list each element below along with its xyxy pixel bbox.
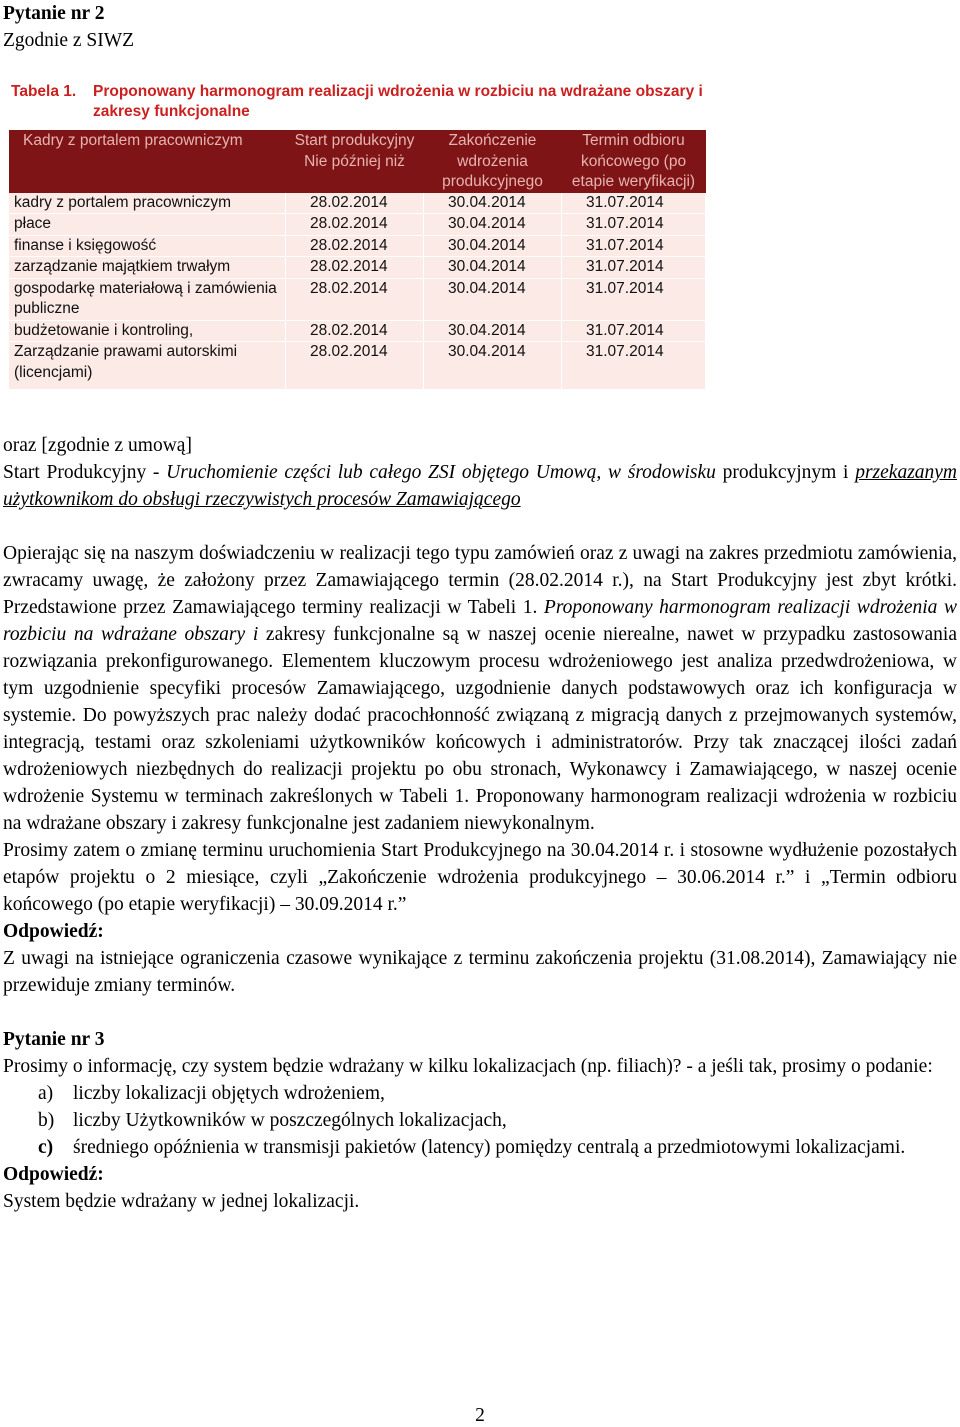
cell-start: 28.02.2014 [286,214,424,236]
table-caption-text: Proponowany harmonogram realizacji wdrożenia w rozbiciu na wdrażane obszary i zakresy funkcjonalne [93,83,703,120]
contract-definition [3,459,957,513]
list-item [3,1107,957,1134]
cell-acceptance: 31.07.2014 [562,257,706,279]
cell-end: 30.04.2014 [424,235,562,257]
page-number: 2 [475,1405,485,1426]
cell-acceptance: 31.07.2014 [562,320,706,342]
cell-area: budżetowanie i kontroling, [9,320,286,342]
table-row [9,235,706,257]
question-text: Zgodnie z SIWZ [3,30,135,51]
cell-start: 28.02.2014 [286,235,424,257]
document-body [3,432,957,1215]
cell-acceptance: 31.07.2014 [562,193,706,214]
paragraph-part-b: Przedstawione przez Zamawiającego terminy realizacji w Tabeli 1. [3,597,544,618]
definition-plain: produkcyjnym i [722,462,856,483]
request-paragraph: Prosimy zatem o zmianę terminu uruchomienia Start Produkcyjnego na 30.04.2014 r. i stosowne wydłużenie pozostałych etapów projektu o 2 miesiące, czyli „Zakończenie wdrożenia produkcyjnego – 30.06.2014 r.” i „Termin odbioru końcowego (po etapie weryfikacji) – 30.09.2014 r.” [3,840,957,915]
header-end: Zakończenie wdrożenia produkcyjnego [424,130,562,193]
argument-paragraph [3,540,957,837]
paragraph-part-a: Opierając się na naszym doświadczeniu w realizacji tego typu zamówień oraz z uwagi na zakres przedmiotu zamówienia, zwracamy uwagę, że założony przez Zamawiającego termin (28.02.2014 r.), na Start Produkcyjny jest zbyt krótki. [3,543,957,591]
header-start: Start produkcyjny Nie później niż [286,130,424,193]
cell-acceptance: 31.07.2014 [562,278,706,320]
table-row [9,278,706,320]
schedule-table-figure [9,82,709,390]
paragraph-italic: Proponowany harmonogram realizacji wdrożenia w rozbiciu na wdrażane obszary i [3,597,957,645]
cell-end: 30.04.2014 [424,193,562,214]
cell-area: płace [9,214,286,236]
question3-list [3,1080,957,1161]
table-row [9,257,706,279]
list-item-label: c) [38,1137,54,1158]
spacer [3,999,957,1026]
contract-intro: oraz [zgodnie z umową] [3,435,192,456]
header-acceptance: Termin odbioru końcowego (po etapie weryfikacji) [562,130,706,193]
answer-text: Z uwagi na istniejące ograniczenia czasowe wynikające z terminu zakończenia projektu (31.08.2014), Zamawiający nie przewiduje zmiany terminów. [3,948,957,996]
cell-start: 28.02.2014 [286,257,424,279]
cell-end: 30.04.2014 [424,257,562,279]
list-item-label: a) [38,1083,54,1104]
list-item [3,1134,957,1161]
question3-title: Pytanie nr 3 [3,1029,105,1050]
cell-area: gospodarkę materiałową i zamówienia publiczne [9,278,286,320]
cell-acceptance: 31.07.2014 [562,235,706,257]
cell-end: 30.04.2014 [424,320,562,342]
question-title: Pytanie nr 2 [3,3,105,24]
list-item-text: średniego opóźnienia w transmisji pakietów (latency) pomiędzy centralą a przedmiotowymi lokalizacjami. [73,1137,906,1158]
schedule-table [9,130,706,390]
table-row [9,342,706,390]
list-item-text: liczby lokalizacji objętych wdrożeniem, [73,1083,385,1104]
definition-underlined: przekazanym użytkownikom do obsługi rzeczywistych procesów Zamawiającego [3,462,958,510]
list-item-text: liczby Użytkowników w poszczególnych lokalizacjach, [73,1110,507,1131]
cell-area: kadry z portalem pracowniczym [9,193,286,214]
table-caption [9,82,709,122]
answer-label: Odpowiedź: [3,921,104,942]
answer3-text: System będzie wdrażany w jednej lokalizacji. [3,1191,360,1212]
cell-start: 28.02.2014 [286,278,424,320]
cell-start: 28.02.2014 [286,193,424,214]
list-item [3,1080,957,1107]
header-area: Kadry z portalem pracowniczym [9,130,286,193]
cell-end: 30.04.2014 [424,342,562,390]
table-header-row [9,130,706,193]
spacer [3,513,957,540]
table-row [9,193,706,214]
cell-end: 30.04.2014 [424,278,562,320]
cell-area: Zarządzanie prawami autorskimi (licencjami) [9,342,286,390]
table-row [9,320,706,342]
cell-area: zarządzanie majątkiem trwałym [9,257,286,279]
paragraph-part-c: zakresy funkcjonalne są w naszej ocenie nierealne, nawet w przypadku zastosowania rozwiązania prekonfigurowanego. Elementem kluczowym procesu wdrożeniowego jest analiza przedwdrożeniowa, w tym uzgodnienie specyfiki procesów Zamawiającego, uzgodnienie danych podstawowych oraz ich konfiguracja w systemie. Do powyższych prac należy dodać pracochłonność związaną z migracją danych z przejmowanych systemów, integracją, testami oraz szkoleniami użytkowników końcowych i administratorów. Przy tak znaczącej ilości zadań wdrożeniowych niezbędnych do realizacji projektu po obu stronach, Wykonawcy i Zamawiającego, w naszej ocenie wdrożenie Systemu w terminach zakreślonych w Tabeli 1. Proponowany harmonogram realizacji wdrożenia w rozbiciu na wdrażane obszary i zakresy funkcjonalne jest zadaniem niewykonalnym. [3,624,958,834]
cell-acceptance: 31.07.2014 [562,214,706,236]
document-page [3,0,957,54]
definition-italic: Uruchomienie części lub całego ZSI objętego Umową, w środowisku [166,462,716,483]
answer3-label: Odpowiedź: [3,1164,104,1185]
question3-text: Prosimy o informację, czy system będzie wdrażany w kilku lokalizacjach (np. filiach)? - a jeśli tak, prosimy o podanie: [3,1056,933,1077]
cell-area: finanse i księgowość [9,235,286,257]
cell-start: 28.02.2014 [286,342,424,390]
table-caption-number: Tabela 1. [11,83,77,100]
cell-start: 28.02.2014 [286,320,424,342]
cell-end: 30.04.2014 [424,214,562,236]
table-row [9,214,706,236]
list-item-label: b) [38,1110,55,1131]
cell-acceptance: 31.07.2014 [562,342,706,390]
definition-term: Start Produkcyjny - [3,462,167,483]
